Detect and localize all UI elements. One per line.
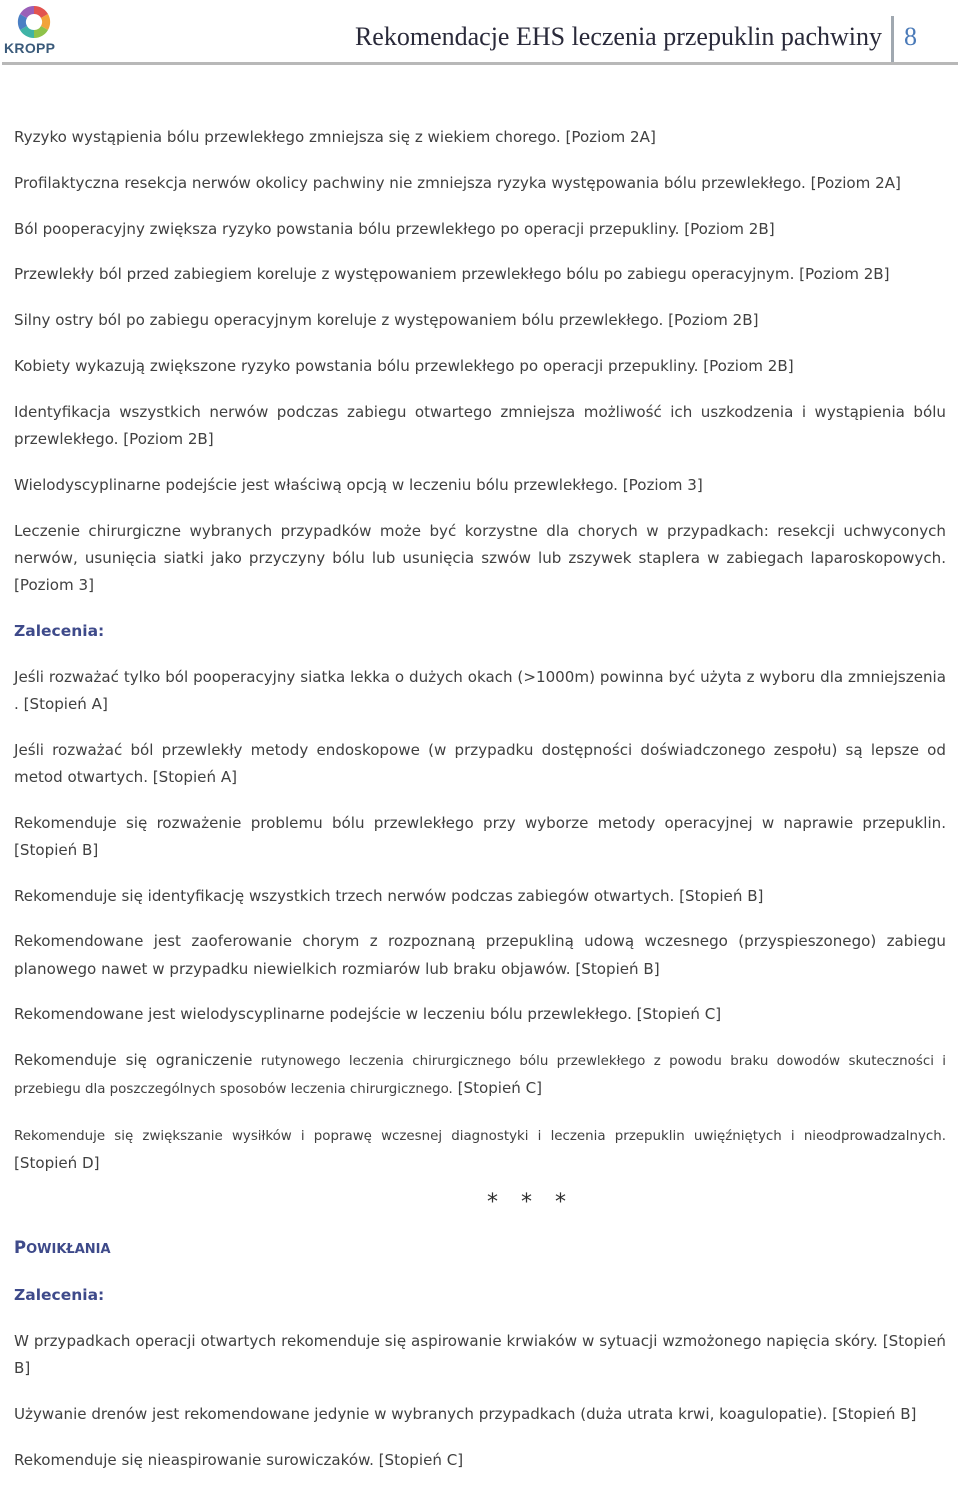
recommendation: Rekomenduje się nieaspirowanie surowiczaków. [Stopień C] — [14, 1450, 464, 1469]
recommendations-heading: Zalecenia: — [14, 621, 105, 640]
document-body — [14, 124, 946, 1492]
recommendations-heading: Zalecenia: — [14, 1285, 105, 1304]
recommendation: Używanie drenów jest rekomendowane jedynie w wybranych przypadkach (duża utrata krwi, koagulopatie). [Stopień B] — [14, 1404, 917, 1423]
header-rule — [2, 62, 958, 65]
recommendation: Jeśli rozważać ból przewlekły metody endoskopowe (w przypadku dostępności doświadczonego zespołu) są lepsze od metod otwartych. [Stopień A] — [14, 740, 946, 786]
statement: Profilaktyczna resekcja nerwów okolicy pachwiny nie zmniejsza ryzyka występowania bólu przewlekłego. [Poziom 2A] — [14, 173, 901, 192]
section-title-cap: P — [14, 1238, 27, 1258]
recommendation — [14, 1047, 946, 1103]
recommendation-lead: Rekomenduje się ograniczenie — [14, 1051, 253, 1070]
statement: Kobiety wykazują zwiększone ryzyko powstania bólu przewlekłego po operacji przepukliny. [Poziom 2B] — [14, 356, 794, 375]
document-title: Rekomendacje EHS leczenia przepuklin pachwiny — [354, 22, 882, 51]
divider-space — [14, 1196, 946, 1234]
recommendation: Rekomenduje się identyfikację wszystkich trzech nerwów podczas zabiegów otwartych. [Stopień B] — [14, 886, 764, 905]
statement: Leczenie chirurgiczne wybranych przypadków może być korzystne dla chorych w przypadkach: resekcji uchwyconych nerwów, usunięcia siatki jako przyczyny bólu lub usunięcia szwów lub zszywek staplera w zabiegach laparoskopowych. [Poziom 3] — [14, 521, 946, 594]
recommendation: Rekomenduje się rozważenie problemu bólu przewlekłego przy wyborze metody operacyjnej w naprawie przepuklin. [Stopień B] — [14, 813, 946, 859]
recommendation: Jeśli rozważać tylko ból pooperacyjny siatka lekka o dużych okach (>1000m) powinna być użyta z wyboru dla zmniejszenia . [Stopień A] — [14, 667, 946, 713]
page-header — [0, 0, 960, 66]
statement: Wielodyscyplinarne podejście jest właściwą opcją w leczeniu bólu przewlekłego. [Poziom 3] — [14, 475, 703, 494]
logo-ring-icon — [4, 4, 60, 44]
statement: Ryzyko wystąpienia bólu przewlekłego zmniejsza się z wiekiem chorego. [Poziom 2A] — [14, 128, 656, 146]
recommendation — [14, 1122, 946, 1177]
recommendation-body: Rekomenduje się zwiększanie wysiłków i poprawę wczesnej diagnostyki i leczenia przepuklin uwięźniętych i nieodprowadzalnych. — [14, 1129, 946, 1145]
page-number: 8 — [904, 22, 917, 51]
section-title-rest: OWIKŁANIA — [26, 1242, 111, 1258]
statement: Ból pooperacyjny zwiększa ryzyko powstania bólu przewlekłego po operacji przepukliny. [Poziom 2B] — [14, 219, 775, 238]
recommendation-grade: [Stopień C] — [452, 1079, 543, 1098]
statement: Przewlekły ból przed zabiegiem koreluje z występowaniem przewlekłego bólu po zabiegu operacyjnym. [Poziom 2B] — [14, 265, 890, 284]
recommendation-body: rutynowego leczenia chirurgicznego bólu przewlekłego z powodu braku dowodów skuteczności i przebiegu dla poszczególnych sposobów leczenia chirurgicznego. — [14, 1054, 946, 1098]
recommendation: W przypadkach operacji otwartych rekomenduje się aspirowanie krwiaków w sytuacji wzmożonego napięcia skóry. [Stopień B] — [14, 1331, 946, 1377]
logo-text: KROPP — [4, 40, 56, 56]
recommendation: Rekomendowane jest zaoferowanie chorym z rozpoznaną przepukliną udową wczesnego (przyspieszonego) zabiegu planowego nawet w przypadku niewielkich rozmiarów lub braku objawów. [Stopień B] — [14, 932, 946, 978]
section-divider: * * * — [487, 1190, 574, 1215]
section-title — [14, 1234, 946, 1263]
recommendation-grade: [Stopień D] — [14, 1154, 100, 1173]
statement: Silny ostry ból po zabiegu operacyjnym koreluje z występowaniem bólu przewlekłego. [Poziom 2B] — [14, 311, 759, 330]
recommendation: Rekomendowane jest wielodyscyplinarne podejście w leczeniu bólu przewlekłego. [Stopień C] — [14, 1005, 722, 1024]
statement: Identyfikacja wszystkich nerwów podczas zabiegu otwartego zmniejsza możliwość ich uszkodzenia i wystąpienia bólu przewlekłego. [Poziom 2B] — [14, 402, 946, 448]
title-separator — [891, 16, 894, 62]
